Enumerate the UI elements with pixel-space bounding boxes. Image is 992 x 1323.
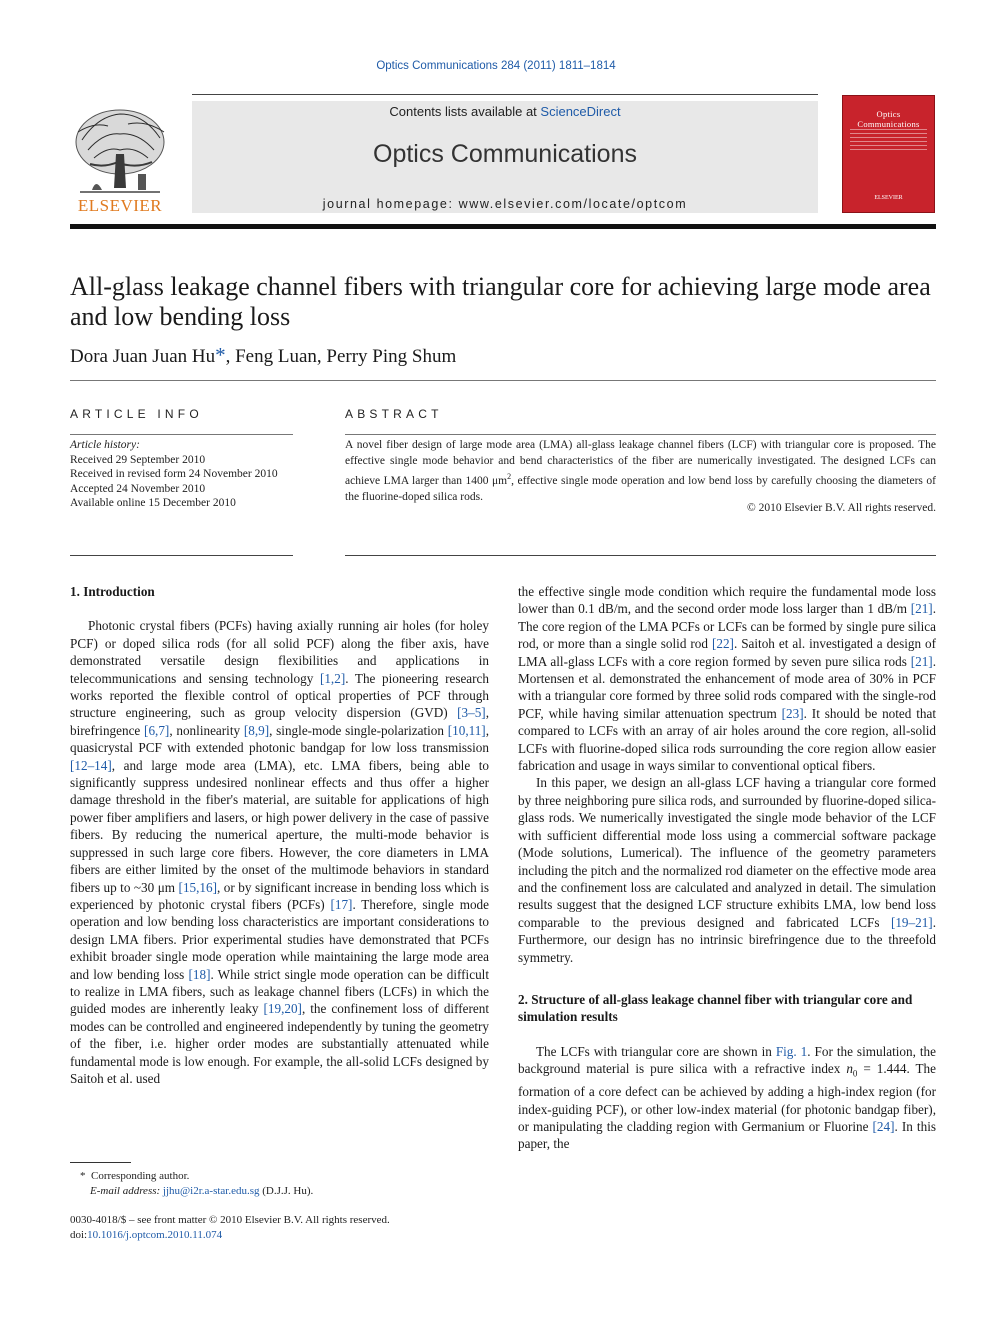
abstract-body-end: , effective single mode operation and low bend loss by carefully choosing the diameters of the fluorine-doped silica rods. — [345, 475, 936, 503]
author-list — [70, 343, 930, 368]
body-column-right — [518, 583, 936, 1153]
journal-title: Optics Communications — [373, 140, 637, 168]
elsevier-wordmark: ELSEVIER — [77, 196, 163, 215]
email-suffix: (D.J.J. Hu). — [259, 1185, 314, 1197]
citation-link[interactable]: [22] — [711, 636, 734, 652]
citation-link[interactable]: [17] — [330, 896, 353, 912]
abstract-body: A novel fiber design of large mode area (LMA) all-glass leakage channel fibers (LCF) with triangular core is proposed. The effective single mode behavior and bend characteristics of the fiber are numerically investigated. The designed LCFs can achieve LMA larger than 1400 μm — [345, 439, 936, 488]
footnote-corresponding: Corresponding author. — [91, 1170, 190, 1182]
contents-prefix: Contents lists available at — [389, 104, 541, 119]
citation-link[interactable]: [24] — [872, 1119, 895, 1135]
footnote — [70, 1169, 489, 1199]
citation-link[interactable]: [21] — [910, 653, 933, 669]
front-matter-line: 0030-4018/$ – see front matter © 2010 Elsevier B.V. All rights reserved. — [70, 1214, 390, 1226]
article-history — [70, 438, 300, 511]
citation-link[interactable]: [19–21] — [890, 914, 933, 930]
intro-paragraph-2: In this paper, we design an all-glass LCF having a triangular core formed by three neighboring pure silica rods, and surrounded by fluorine-doped silica-glass rods. We numerically investigated the single mode behavior of the LCF with sufficient differential mode loss using a commercial software package (Mode solutions, Lumerical). The influence of the geometry parameters including the pitch and the normalized rod diameter on the effective mode area and the confinement loss are calculated and analyzed in detail. The simulation results suggest that the designed LCF structure exhibits LMA, low bend loss comparable to the previous designed and fabricated LCFs [19–21]. Furthermore, our design has no intrinsic birefringence due to the threefold symmetry. — [518, 775, 936, 965]
history-online: Available online 15 December 2010 — [70, 497, 236, 509]
article-info-heading: ARTICLE INFO — [70, 407, 203, 421]
header-top-rule — [192, 94, 818, 95]
citation-link[interactable]: [21] — [910, 601, 933, 617]
email-note — [70, 1184, 489, 1199]
sciencedirect-link[interactable]: ScienceDirect — [540, 104, 621, 119]
journal-homepage[interactable]: journal homepage: www.elsevier.com/locate/optcom — [322, 197, 688, 211]
email-label: E-mail address: — [90, 1185, 161, 1197]
abstract-rule — [345, 434, 936, 435]
citation-link[interactable]: [6,7] — [144, 722, 170, 738]
article-info-bottom-rule — [70, 555, 293, 556]
corresponding-author-note — [70, 1169, 489, 1184]
history-revised: Received in revised form 24 November 2010 — [70, 468, 278, 480]
abstract-copyright: © 2010 Elsevier B.V. All rights reserved. — [747, 502, 936, 514]
history-accepted: Accepted 24 November 2010 — [70, 482, 206, 495]
article-title: All-glass leakage channel fibers with triangular core for achieving large mode area and low bending loss — [70, 272, 931, 331]
citation-link[interactable]: [12–14] — [70, 757, 112, 773]
cover-title — [842, 109, 935, 129]
corresponding-author-marker[interactable]: * — [215, 343, 226, 367]
history-received: Received 29 September 2010 — [70, 453, 206, 466]
section-2-paragraph: The LCFs with triangular core are shown in Fig. 1. For the simulation, the background material is pure silica with a refractive index $n_0 = 1.444$. The formation of a core defect can be achieved by adding a high-index region (for index-guiding PCF), or other low-index material (for photonic bandgap fiber), or manipulating the cladding region with Germanium or Fluorine [24]. In this paper, the — [518, 1043, 936, 1152]
abstract-heading: ABSTRACT — [345, 407, 443, 421]
doi-line — [70, 1228, 489, 1243]
doi-link[interactable]: 10.1016/j.optcom.2010.11.074 — [87, 1229, 223, 1241]
email-link[interactable]: jjhu@i2r.a-star.edu.sg — [162, 1185, 260, 1197]
journal-reference[interactable]: Optics Communications 284 (2011) 1811–1814 — [376, 60, 616, 72]
abstract-superscript: 2 — [507, 472, 512, 482]
citation-link[interactable]: [23] — [781, 705, 804, 721]
figure-link[interactable]: Fig. 1 — [775, 1043, 808, 1059]
footnote-star: * — [80, 1170, 86, 1182]
section-1-heading: 1. Introduction — [70, 584, 155, 599]
article-info-rule — [70, 434, 293, 435]
author-1: Dora Juan Juan Hu — [70, 346, 216, 367]
author-others: , Feng Luan, Perry Ping Shum — [225, 346, 457, 367]
cover-title-line-2: Communications — [857, 119, 920, 129]
cover-publisher: ELSEVIER — [874, 195, 903, 201]
abstract-text — [345, 438, 936, 505]
citation-link[interactable]: [10,11] — [447, 722, 486, 738]
intro-paragraph-continued: the effective single mode condition which require the fundamental mode loss lower than 0.1 dB/m, and the second order mode loss larger than 1 dB/m [21]. The core region of the LMA PCFs or LCFs can be formed by single pure silica rod, or more than a single solid rod [22]. Saitoh et al. investigated a design of LMA all-glass LCFs with a core region formed by seven pure silica rods [21]. Mortensen et al. demonstrated the enhancement of mode area of 30% in PCF with a triangular core formed by three solid rods compared with the single-rod PCF, while having similar attenuation spectrum [23]. It should be noted that compared to LCFs with an array of air holes around the core region, all-solid LCFs with fluorine-doped silica rods surrounding the core region allow easier fabrication and usage in ways similar to conventional optical fibers. — [518, 584, 937, 774]
citation-link[interactable]: [8,9] — [243, 722, 270, 738]
citation-link[interactable]: [18] — [188, 966, 211, 982]
cover-decoration — [850, 129, 927, 153]
journal-cover-thumbnail[interactable] — [842, 95, 935, 213]
citation-link[interactable]: [3–5] — [457, 705, 486, 721]
body-column-left — [70, 583, 489, 1087]
abstract-bottom-rule — [345, 555, 936, 556]
citation-link[interactable]: [15,16] — [178, 879, 218, 895]
contents-line — [192, 104, 818, 119]
citation-link[interactable]: [19,20] — [263, 1001, 302, 1017]
citation-link[interactable]: [1,2] — [319, 670, 346, 686]
doi-label: doi: — [70, 1229, 88, 1241]
cover-title-line-1: Optics — [876, 109, 901, 119]
front-matter — [70, 1213, 489, 1243]
section-2-heading: 2. Structure of all-glass leakage channel fiber with triangular core and simulation results — [518, 991, 913, 1025]
title-rule — [70, 380, 936, 381]
footnote-rule — [70, 1162, 131, 1163]
history-label: Article history: — [70, 439, 140, 451]
header-thick-rule — [70, 224, 936, 229]
intro-paragraph: Photonic crystal fibers (PCFs) having axially running air holes (for holey PCF) or doped silica rods (for all solid PCF) along the fiber axis, have demonstrated versatile design flexibilities and applications in telecommunications and sensing technology [1,2]. The pioneering research works reported the flexible control of optical properties of PCF through structure engineering, such as group velocity dispersion (GVD) [3–5], birefringence [6,7], nonlinearity [8,9], single-mode single-polarization [10,11], quasicrystal PCF with extended photonic bandgap for low loss transmission [12–14], and large mode area (LMA), etc. LMA fibers, being able to significantly suppress undesired nonlinear effects and thus offer a higher damage threshold in the fiber's material, are suitable for applications of high power fiber amplifiers and lasers, or high power delivery in the case of passive fibers. By reducing the numerical aperture, the multi-mode behavior is suppressed in such large core fibers. However, the core diameters in LMA fibers are either limited by the onset of the multimode behaviors in standard fibers up to ~30 μm [15,16], or by significant increase in bending loss which is experienced by photonic crystal fibers (PCFs) [17]. Therefore, single mode operation and low bending loss characteristics are important considerations to design LMA fibers. Prior experimental studies have demonstrated that PCFs exhibit broader single mode operation while maintaining the large mode area and low bending loss [18]. While strict single mode operation can be difficult to realize in LMA fibers, such as leakage channel fibers (LCFs) in which the guided modes are inherently leaky [19,20], the confinement loss of different modes can be controlled and engineered independently by tuning the geometry of the fiber, i.e. higher order modes are substantially attenuated while fundamental mode is low enough. For example, the all-solid LCFs designed by Saitoh et al. used — [70, 618, 489, 1086]
